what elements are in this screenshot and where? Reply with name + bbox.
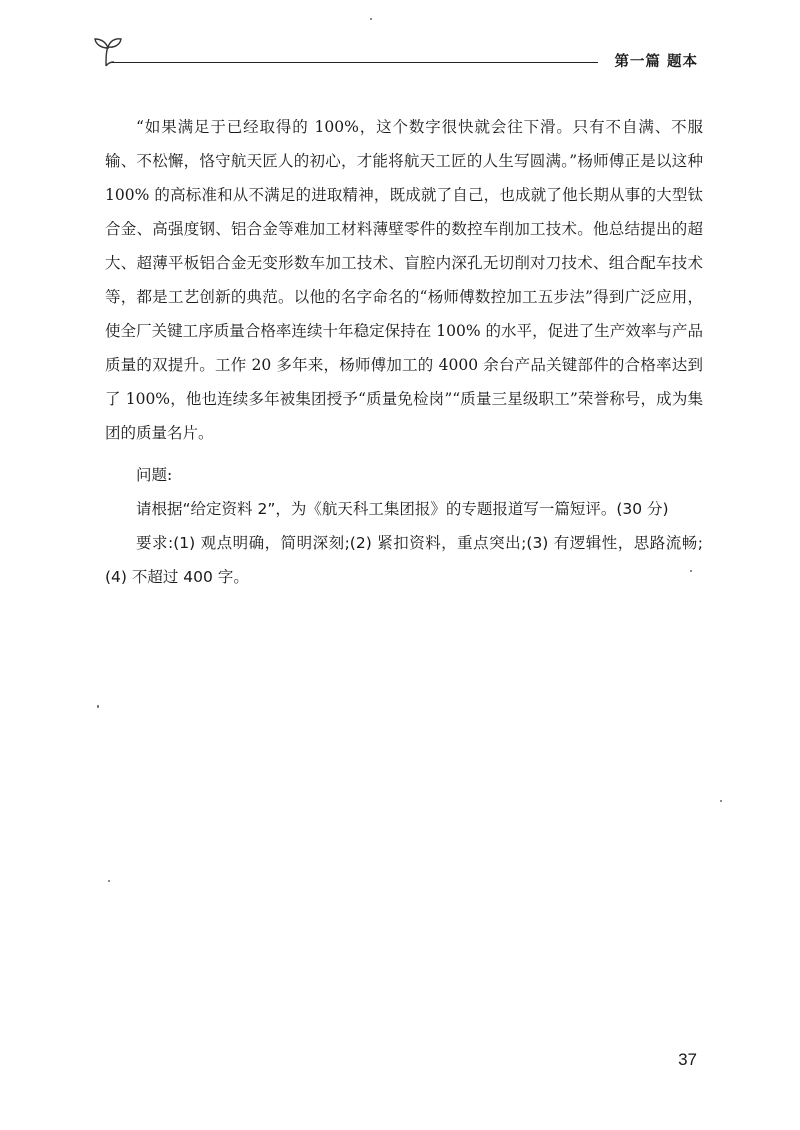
question-prompt: 请根据“给定资料 2”，为《航天科工集团报》的专题报道写一篇短评。(30 分) bbox=[136, 500, 669, 518]
scan-speck bbox=[370, 18, 372, 20]
page-number: 37 bbox=[678, 1050, 697, 1069]
article-paragraph: “如果满足于已经取得的 100%，这个数字很快就会往下滑。只有不自满、不服输、不松懈，恪守航天匠人的初心，才能将航天工匠的人生写圆满。”杨师傅正是以这种 100% 的高标准和从不满足的进取精神，既成就了自己，也成就了他长期从事的大型钛合金、高强度钢、铝合金等难加工材料薄壁零件的数控车削加工技术。他总结提出的超大、超薄平板铝合金无变形数车加工技术、盲腔内深孔无切削对刀技术、组合配车技术等，都是工艺创新的典范。以他的名字命名的“杨师傅数控加工五步法”得到广泛应用，使全厂关键工序质量合格率连续十年稳定保持在 100% 的水平，促进了生产效率与产品质量的双提升。工作 20 多年来，杨师傅加工的 4000 余台产品关键部件的合格率达到了 100%，他也连续多年被集团授予“质量免检岗”“质量三星级职工”荣誉称号，成为集团的质量名片。 bbox=[105, 118, 703, 442]
scan-speck bbox=[97, 705, 99, 708]
scan-speck bbox=[720, 800, 722, 802]
section-title: 第一篇 题本 bbox=[614, 54, 698, 70]
scan-speck bbox=[108, 880, 110, 882]
scan-speck bbox=[690, 570, 692, 572]
page-header bbox=[90, 36, 710, 76]
article-body bbox=[105, 110, 703, 594]
question-requirements: 要求:(1) 观点明确，简明深刻;(2) 紧扣资料，重点突出;(3) 有逻辑性，思路流畅;(4) 不超过 400 字。 bbox=[105, 534, 703, 586]
question-label: 问题: bbox=[136, 466, 173, 484]
header-rule bbox=[112, 62, 598, 63]
sprout-icon bbox=[90, 36, 130, 70]
